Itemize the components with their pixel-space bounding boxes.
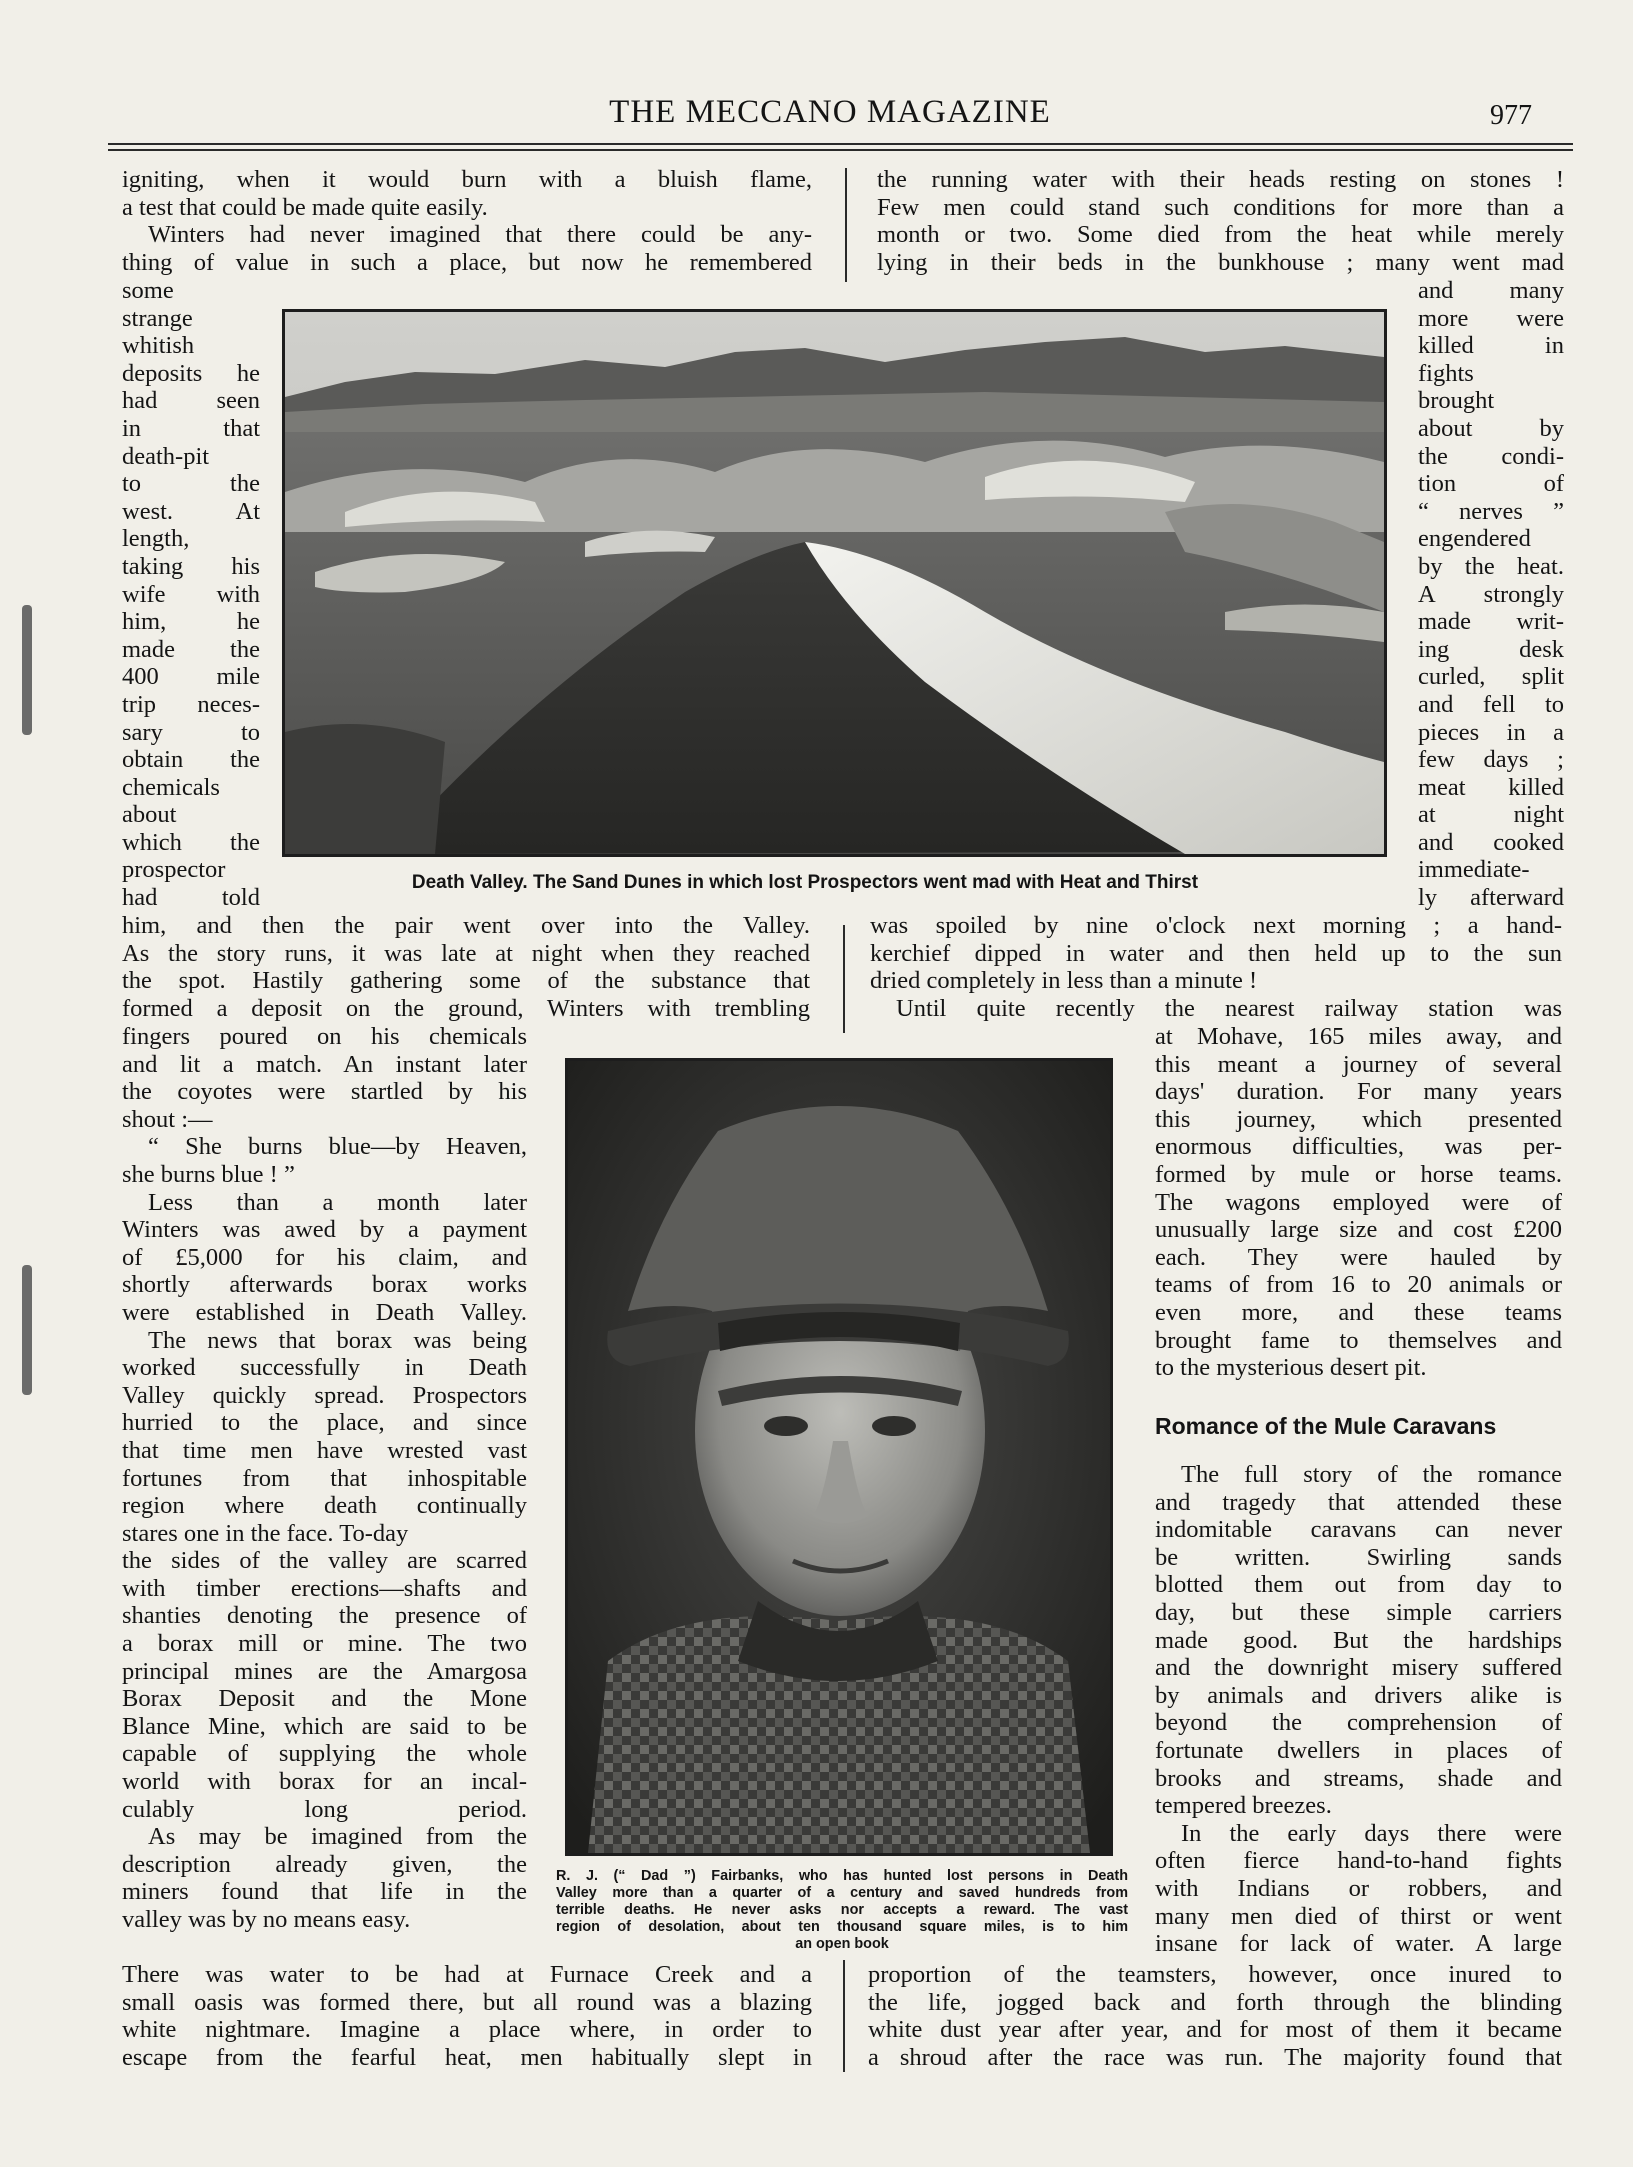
right-middle-paragraph — [870, 912, 1562, 1022]
text-line: As the story runs, it was late at night when they reached — [122, 939, 810, 967]
text-line: often fierce hand-to-hand fights — [1155, 1847, 1562, 1875]
text-line: escape from the fearful heat, men habitually slept in — [122, 2043, 812, 2071]
text-line: formed a deposit on the ground, Winters with trembling — [122, 994, 810, 1022]
portrait-photo-caption — [556, 1868, 1128, 1953]
text-line: of £5,000 for his claim, and — [122, 1243, 527, 1271]
caption-line: terrible deaths. He never asks nor accepts a reward. The vast — [556, 1902, 1128, 1918]
text-line: region where death continually — [122, 1492, 527, 1520]
text-line: shout :— — [122, 1105, 213, 1133]
text-line: small oasis was formed there, but all round was a blazing — [122, 1988, 812, 2016]
text-line: the condi- — [1418, 442, 1564, 470]
text-line: sary to — [122, 718, 260, 746]
text-line: taking his — [122, 552, 260, 580]
text-line: teams of from 16 to 20 animals or — [1155, 1271, 1562, 1299]
text-line: Blance Mine, which are said to be — [122, 1712, 527, 1740]
text-line: month or two. Some died from the heat while merely — [877, 221, 1564, 249]
text-line: meat killed — [1418, 773, 1564, 801]
left-bottom-paragraph — [122, 1961, 812, 2071]
page-number: 977 — [1490, 100, 1532, 131]
text-line: valley was by no means easy. — [122, 1906, 411, 1933]
text-line: by animals and drivers alike is — [1155, 1681, 1562, 1709]
right-narrow-column — [1418, 277, 1564, 912]
text-line: she burns blue ! ” — [122, 1160, 295, 1188]
text-line: about — [122, 801, 177, 829]
text-line: the running water with their heads resting on stones ! — [877, 166, 1564, 193]
portrait-photo — [565, 1058, 1113, 1856]
sand-dunes-image — [285, 312, 1384, 854]
text-line: few days ; — [1418, 746, 1564, 774]
text-line: tion of — [1418, 470, 1564, 498]
right-lower-column-b — [1155, 1461, 1562, 1958]
text-line: ly afterward — [1418, 884, 1564, 912]
text-line: to the — [122, 470, 260, 498]
text-line: thing of value in such a place, but now he remembered — [122, 248, 812, 276]
header-rule-bottom — [108, 149, 1573, 151]
text-line: proportion of the teamsters, however, once inured to — [868, 1961, 1562, 1988]
text-line: made writ- — [1418, 608, 1564, 636]
text-line: brought fame to themselves and — [1155, 1326, 1562, 1354]
text-line: many men died of thirst or went — [1155, 1902, 1562, 1930]
text-line: brought — [1418, 387, 1495, 415]
text-line: and many — [1418, 277, 1564, 304]
text-line: killed in — [1418, 332, 1564, 360]
right-top-paragraph — [877, 166, 1564, 276]
text-line: prospector — [122, 856, 226, 884]
text-line: which the — [122, 828, 260, 856]
text-line: enormous difficulties, was per- — [1155, 1133, 1562, 1161]
text-line: principal mines are the Amargosa — [122, 1657, 527, 1685]
text-line: description already given, the — [122, 1850, 527, 1878]
text-line: a shroud after the race was run. The majority found that — [868, 2043, 1562, 2071]
right-lower-column-a — [1155, 1023, 1562, 1382]
text-line: “ nerves ” — [1418, 497, 1564, 525]
text-line: day, but these simple carriers — [1155, 1598, 1562, 1626]
text-line: was spoiled by nine o'clock next morning ; a hand- — [870, 912, 1562, 939]
text-line: Few men could stand such conditions for more than a — [877, 193, 1564, 221]
text-line: and the downright misery suffered — [1155, 1654, 1562, 1682]
text-line: stares one in the face. To-day — [122, 1519, 409, 1547]
caption-line: Valley more than a quarter of a century and saved hundreds from — [556, 1885, 1128, 1901]
text-line: Less than a month later — [148, 1188, 527, 1216]
left-narrow-column — [122, 277, 260, 912]
text-line: about by — [1418, 414, 1564, 442]
text-line: igniting, when it would burn with a bluish flame, — [122, 166, 812, 193]
text-line: In the early days there were — [1181, 1819, 1562, 1847]
text-line: Until quite recently the nearest railway station was — [896, 994, 1562, 1022]
text-line: by the heat. — [1418, 552, 1564, 580]
text-line: wife with — [122, 580, 260, 608]
text-line: fortunes from that inhospitable — [122, 1464, 527, 1492]
text-line: obtain the — [122, 746, 260, 774]
text-line: A strongly — [1418, 580, 1564, 608]
text-line: days' duration. For many years — [1155, 1078, 1562, 1106]
text-line: and fell to — [1418, 690, 1564, 718]
margin-mark — [22, 605, 32, 735]
text-line: to the mysterious desert pit. — [1155, 1354, 1427, 1382]
left-lower-column — [122, 1023, 527, 1934]
text-line: in that — [122, 414, 260, 442]
text-line: dried completely in less than a minute ! — [870, 967, 1258, 995]
header-rule-top — [108, 143, 1573, 145]
text-line: had told — [122, 884, 260, 912]
text-line: more were — [1418, 304, 1564, 332]
text-line: chemicals — [122, 773, 220, 801]
text-line: and lit a match. An instant later — [122, 1050, 527, 1078]
text-line: The news that borax was being — [148, 1326, 527, 1354]
text-line: Valley quickly spread. Prospectors — [122, 1381, 527, 1409]
caption-line: region of desolation, about ten thousand square miles, is to him — [556, 1919, 1128, 1935]
left-middle-paragraph — [122, 912, 810, 1022]
text-line: Winters had never imagined that there could be any- — [148, 221, 812, 249]
text-line: death-pit — [122, 442, 210, 470]
text-line: hurried to the place, and since — [122, 1409, 527, 1437]
text-line: world with borax for an incal- — [122, 1768, 527, 1796]
text-line: There was water to be had at Furnace Creek and a — [122, 1961, 812, 1988]
text-line: white dust year after year, and for most of them it became — [868, 2016, 1562, 2044]
column-rule-bottom — [843, 1960, 845, 2072]
text-line: the life, jogged back and forth through the blinding — [868, 1988, 1562, 2016]
text-line: each. They were hauled by — [1155, 1243, 1562, 1271]
text-line: with Indians or robbers, and — [1155, 1874, 1562, 1902]
text-line: worked successfully in Death — [122, 1354, 527, 1382]
text-line: insane for lack of water. A large — [1155, 1930, 1562, 1958]
text-line: The wagons employed were of — [1155, 1188, 1562, 1216]
text-line: him, he — [122, 608, 260, 636]
text-line: indomitable caravans can never — [1155, 1516, 1562, 1544]
left-top-paragraph — [122, 166, 812, 276]
text-line: even more, and these teams — [1155, 1298, 1562, 1326]
text-line: formed by mule or horse teams. — [1155, 1160, 1562, 1188]
text-line: immediate- — [1418, 856, 1530, 884]
text-line: Winters was awed by a payment — [122, 1216, 527, 1244]
text-line: ing desk — [1418, 635, 1564, 663]
text-line: engendered — [1418, 525, 1531, 553]
text-line: him, and then the pair went over into the Valley. — [122, 912, 810, 939]
text-line: beyond the comprehension of — [1155, 1709, 1562, 1737]
text-line: brooks and streams, shade and — [1155, 1764, 1562, 1792]
column-rule-top — [845, 168, 847, 282]
text-line: west. At — [122, 497, 260, 525]
text-line: “ She burns blue—by Heaven, — [148, 1133, 527, 1161]
text-line: culably long period. — [122, 1795, 527, 1823]
text-line: white nightmare. Imagine a place where, in order to — [122, 2016, 812, 2044]
text-line: a borax mill or mine. The two — [122, 1630, 527, 1658]
text-line: this meant a journey of several — [1155, 1050, 1562, 1078]
text-line: Borax Deposit and the Mone — [122, 1685, 527, 1713]
sand-dunes-photo — [282, 309, 1387, 857]
text-line: and cooked — [1418, 828, 1564, 856]
text-line: at Mohave, 165 miles away, and — [1155, 1023, 1562, 1050]
text-line: were established in Death Valley. — [122, 1298, 527, 1326]
text-line: made the — [122, 635, 260, 663]
text-line: this journey, which presented — [1155, 1105, 1562, 1133]
text-line: fights — [1418, 359, 1474, 387]
text-line: strange — [122, 304, 193, 332]
text-line: unusually large size and cost £200 — [1155, 1216, 1562, 1244]
text-line: deposits he — [122, 359, 260, 387]
text-line: some — [122, 277, 174, 304]
text-line: 400 mile — [122, 663, 260, 691]
text-line: and tragedy that attended these — [1155, 1488, 1562, 1516]
section-subheading: Romance of the Mule Caravans — [1155, 1413, 1497, 1439]
caption-line: R. J. (“ Dad ”) Fairbanks, who has hunted lost persons in Death — [556, 1868, 1128, 1884]
text-line: fortunate dwellers in places of — [1155, 1736, 1562, 1764]
text-line: the sides of the valley are scarred — [122, 1547, 527, 1575]
text-line: kerchief dipped in water and then held up to the sun — [870, 939, 1562, 967]
text-line: had seen — [122, 387, 260, 415]
text-line: blotted them out from day to — [1155, 1571, 1562, 1599]
text-line: whitish — [122, 332, 195, 360]
text-line: a test that could be made quite easily. — [122, 193, 488, 221]
right-bottom-paragraph — [868, 1961, 1562, 2071]
text-line: shanties denoting the presence of — [122, 1602, 527, 1630]
text-line: length, — [122, 525, 190, 553]
text-line: capable of supplying the whole — [122, 1740, 527, 1768]
margin-mark — [22, 1265, 32, 1395]
running-header-title: THE MECCANO MAGAZINE — [609, 94, 1051, 130]
text-line: shortly afterwards borax works — [122, 1271, 527, 1299]
dunes-photo-caption: Death Valley. The Sand Dunes in which lost Prospectors went mad with Heat and Thirst — [411, 872, 1199, 893]
caption-line: an open book — [795, 1936, 889, 1952]
text-line: trip neces- — [122, 690, 260, 718]
text-line: As may be imagined from the — [148, 1823, 527, 1851]
text-line: lying in their beds in the bunkhouse ; many went mad — [877, 248, 1564, 276]
portrait-image — [568, 1061, 1110, 1853]
text-line: the coyotes were startled by his — [122, 1078, 527, 1106]
text-line: the spot. Hastily gathering some of the substance that — [122, 967, 810, 995]
text-line: pieces in a — [1418, 718, 1564, 746]
text-line: made good. But the hardships — [1155, 1626, 1562, 1654]
text-line: be written. Swirling sands — [1155, 1543, 1562, 1571]
text-line: that time men have wrested vast — [122, 1436, 527, 1464]
text-line: at night — [1418, 801, 1564, 829]
text-line: with timber erections—shafts and — [122, 1574, 527, 1602]
text-line: fingers poured on his chemicals — [122, 1023, 527, 1050]
text-line: tempered breezes. — [1155, 1792, 1332, 1820]
column-rule-middle — [843, 925, 845, 1033]
text-line: The full story of the romance — [1181, 1461, 1562, 1488]
text-line: curled, split — [1418, 663, 1564, 691]
text-line: miners found that life in the — [122, 1878, 527, 1906]
